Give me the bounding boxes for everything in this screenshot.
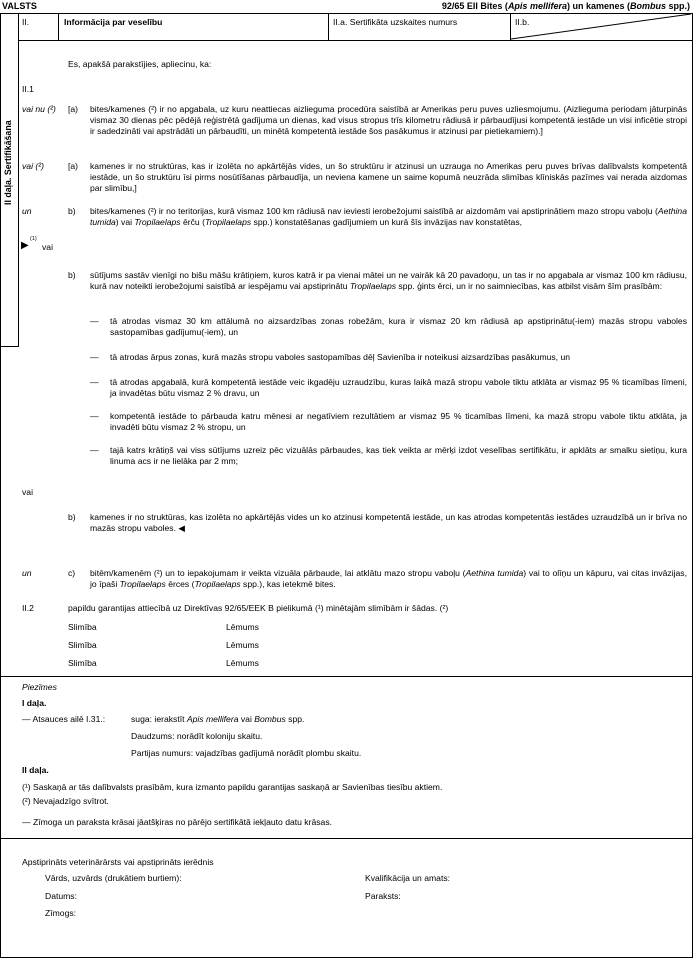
- head-col1: II.: [22, 17, 30, 27]
- dash-4-mark: —: [90, 411, 99, 421]
- dash-3-text: tā atrodas apgabalā, kurā kompetentā iestāde veic ikgadēju uzraudzību, kuras laikā mazā stropu vabole tiktu atklāta ar vismaz 95 % ticamības līmeni, ja invadētas būtu vismaz 2 % dravu, un: [110, 377, 687, 398]
- dash-2-mark: —: [90, 352, 99, 362]
- s7-text: bitēm/kamenēm (²) un to iepakojumam ir veikta vizuāla pārbaude, lai atklātu mazo stropu vaboļu (Aethina tumida) vai to olīņu un kāpuru, vai citas invāzijas, jo īpaši Tropilaelaps ērces (Tropilaelaps spp.), kas ietekmē bites.: [90, 568, 687, 589]
- footnote-1: (¹) Saskaņā ar tās dalībvalsts prasībām, kura izmanto papildu garantijas saskaņā ar Savienības tiesību aktiem.: [22, 782, 443, 792]
- amend-start-marker: ▶: [21, 240, 29, 251]
- sign-divider: [0, 838, 693, 839]
- s2-text: kamenes ir no struktūras, kas ir izolēta no apkārtējās vides, un šo struktūru ir atzinusi un uzrauga no Amerikas peru puves brīvas dalībvalsts kompetentā iestāde, un šo struktūru īsi pirms nosūtīšanas pārbaudīja, un neviena kamene un saime kopumā neuzrāda slimības klīniskās pazīmes vai nerada aizdomas par slimību,]: [90, 161, 687, 193]
- side-divider: [18, 13, 19, 346]
- frame-left: [0, 13, 1, 958]
- s1-text: bites/kamenes (²) ir no apgabala, uz kuru neattiecas aizlieguma procedūra saistībā ar Amerikas peru puves uzliesmojumu. (Aizlieguma periodam jāturpinās vismaz 30 dienas pēc pēdējā reģistrētā gadījuma un dienas, kad visus stropus trīs kilometru rādiusā ir pārbaudījusi kompetentā iestāde un visi inficētie stropi ir sadedzināti vai apstrādāti un pārbaudīti, un minētā kompetentā iestāde šos pasākumus ir atzinusi par pietiekamiem).]: [90, 104, 687, 136]
- head-col2: Informācija par veselību: [64, 17, 163, 27]
- notes-ref1: suga: ierakstīt Apis mellifera vai Bombus spp.: [131, 714, 305, 724]
- header-title: 92/65 EII Bites (Apis mellifera) un kamenes (Bombus spp.): [441, 1, 690, 11]
- disease-2: Slimība: [68, 640, 97, 650]
- s2-letter: [a): [68, 161, 79, 171]
- II2-text: papildu garantijas attiecībā uz Direktīvas 92/65/EEK B pielikumā (¹) minētajām slimībām ir šādas. (²): [68, 603, 449, 613]
- notes-ref-label: — Atsauces ailē I.31.:: [22, 714, 106, 724]
- amend-ref: (1): [30, 236, 37, 242]
- head-diagonal: [511, 14, 692, 40]
- footnote-2: (²) Nevajadzīgo svītrot.: [22, 796, 109, 806]
- dash-2-text: tā atrodas ārpus zonas, kurā mazās stropu vaboles sastopamības dēļ Savienība ir noteikusi aizsardzības pasākumus, un: [110, 352, 571, 362]
- notes-ref3: Partijas numurs: vajadzības gadījumā norādīt plombu skaitu.: [131, 748, 362, 758]
- decision-1: Lēmums: [226, 622, 259, 632]
- s6-margin: vai: [22, 487, 33, 497]
- dash-5-mark: —: [90, 445, 99, 455]
- s5-letter: b): [68, 270, 76, 280]
- decision-2: Lēmums: [226, 640, 259, 650]
- s2-margin: vai (²): [22, 161, 44, 171]
- dash-5-text: tajā katrs krātiņš vai viss sūtījums uzreiz pēc vizuālās pārbaudes, kas tiek veikta ar mērķi izdot veselības sertifikātu, ir apklāts ar smalku sietiņu, kura linuma acs ir ne lielāka par 2 mm;: [110, 445, 687, 466]
- decision-3: Lēmums: [226, 658, 259, 668]
- disease-3: Slimība: [68, 658, 97, 668]
- sign-date-label: Datums:: [45, 891, 77, 901]
- section-II1: II.1: [22, 84, 34, 94]
- s6-letter: b): [68, 512, 76, 522]
- s4-margin: vai: [42, 242, 53, 252]
- sign-title: Apstiprināts veterinārārsts vai apstiprināts ierēdnis: [22, 857, 214, 867]
- side-bottom: [0, 346, 19, 347]
- head-col4: II.b.: [515, 17, 530, 27]
- dash-1-text: tā atrodas vismaz 30 km attālumā no aizsardzības zonas robežām, kura ir vismaz 20 km rādiusā ap apstiprinātu(-iem) mazās stropu vaboles sastopamības gadījumu(-iem), un: [110, 316, 687, 337]
- sign-signature-label: Paraksts:: [365, 891, 401, 901]
- notes-title: Piezīmes: [22, 682, 57, 692]
- disease-1: Slimība: [68, 622, 97, 632]
- notes-ref2: Daudzums: norādīt koloniju skaitu.: [131, 731, 263, 741]
- side-label: II daļa. Sertifikāšana: [3, 120, 13, 205]
- dash-3-mark: —: [90, 377, 99, 387]
- sign-stamp-label: Zīmogs:: [45, 908, 77, 918]
- dash-4-text: kompetentā iestāde to pārbauda katru mēnesi ar negatīviem rezultātiem ar vismaz 95 % ticamības līmeni, ka mazā stropu vabole tiktu atklāta, ja invadēti būtu vismaz 2 % stropu, un: [110, 411, 687, 432]
- s6-text: kamenes ir no struktūras, kas izolēta no apkārtējās vides un ko atzinusi kompetentā iestāde, un kas atrodas kompetentās iestādes uzraudzībā un ir brīva no mazās stropu vaboles. ◀: [90, 512, 687, 533]
- section-II2: II.2: [22, 603, 34, 613]
- sign-name-label: Vārds, uzvārds (drukātiem burtiem):: [45, 873, 182, 883]
- s1-letter: [a): [68, 104, 79, 114]
- s3-margin: un: [22, 206, 32, 216]
- notes-part1: I daļa.: [22, 698, 47, 708]
- sign-qual-label: Kvalifikācija un amats:: [365, 873, 451, 883]
- notes-divider: [0, 676, 693, 677]
- amend-end-marker: ◀: [178, 523, 185, 533]
- s7-margin: un: [22, 568, 32, 578]
- intro-text: Es, apakšā parakstījies, apliecinu, ka:: [68, 59, 212, 69]
- head-bottom: [18, 40, 693, 41]
- frame-bottom: [0, 957, 693, 958]
- s1-margin: vai nu (²): [22, 104, 56, 114]
- s5-text: sūtījums sastāv vienīgi no bišu māšu krātiņiem, kuros katrā ir pa vienai mātei un ne vairāk kā 20 pavadoņu, un tas ir no apgabala ar vismaz 100 km rādiusu, kurā nav noteikti ierobežojumi saistībā ar iespējamu vai apstiprinātu Tropilaelaps spp. ģints ērci, un ir no saimniecības, kas atbilst visām šīm prasībām:: [90, 270, 687, 291]
- header-country: VALSTS: [2, 1, 37, 11]
- s3-letter: b): [68, 206, 76, 216]
- s7-letter: c): [68, 568, 76, 578]
- head-col3: II.a. Sertifikāta uzskaites numurs: [333, 17, 458, 27]
- notes-part2: II daļa.: [22, 765, 49, 775]
- s3-text: bites/kamenes (²) ir no teritorijas, kurā vismaz 100 km rādiusā nav ieviesti ierobežojumi saistībā ar aizdomām vai apstiprinātiem mazo stropu vaboļu (Aethina tumida) vai Tropilaelaps ērču (Tropilaelaps spp.) konstatēšanas gadījumiem un kurā šīs invāzijas nav konstatētas,: [90, 206, 687, 227]
- footnote-3: — Zīmoga un paraksta krāsai jāatšķiras no pārējo sertifikātā iekļauto datu krāsas.: [22, 817, 333, 827]
- dash-1-mark: —: [90, 316, 99, 326]
